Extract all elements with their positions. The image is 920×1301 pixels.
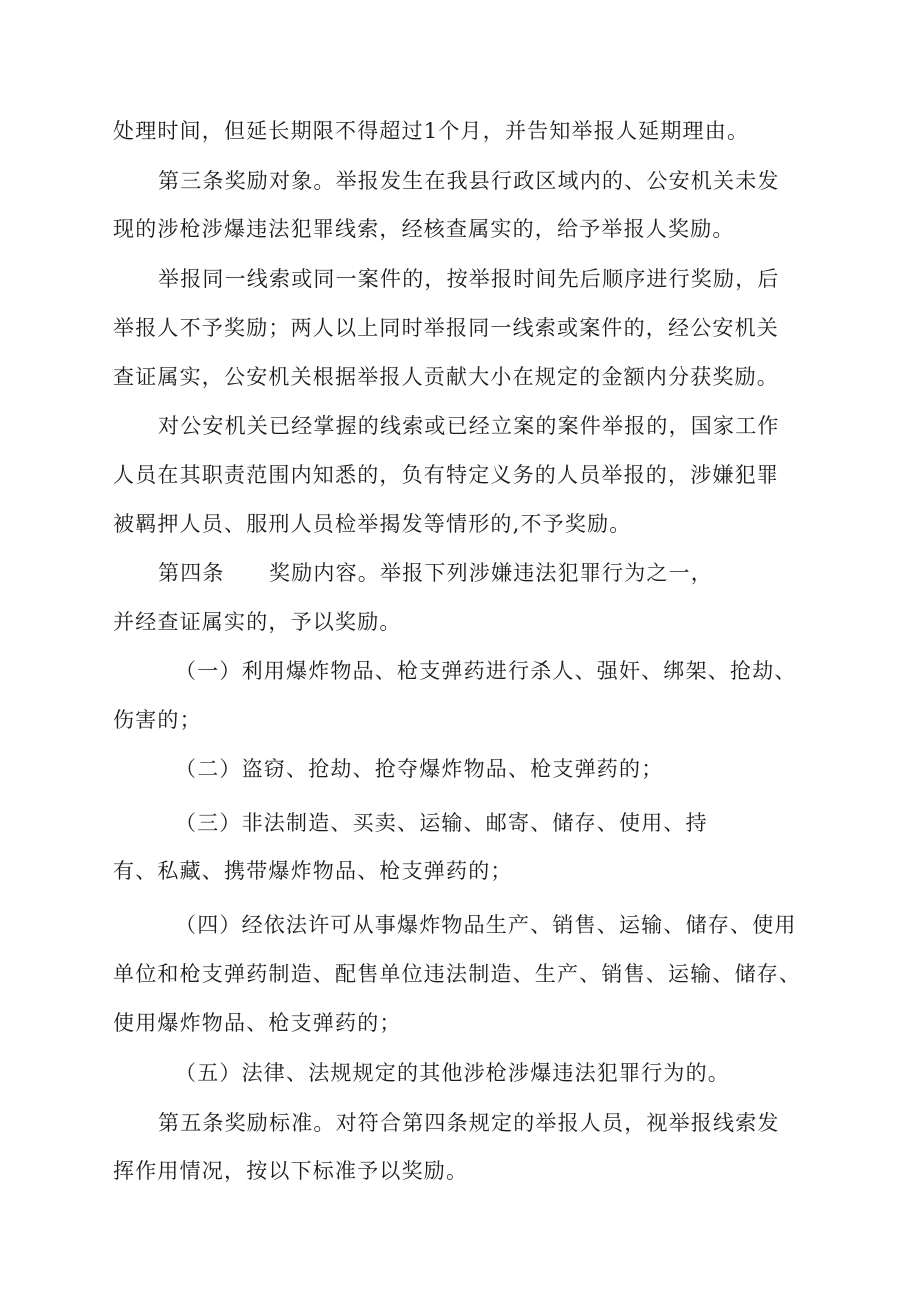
text-line-3: 现的涉枪涉爆违法犯罪线索，经核查属实的，给予举报人奖励。: [113, 217, 735, 241]
text-line-7: 对公安机关已经掌握的线索或已经立案的案件举报的，国家工作: [158, 414, 780, 438]
text-line-11: 并经查证属实的，予以奖励。: [113, 610, 402, 634]
text-line-20: （五）法律、法规规定的其他涉枪涉爆违法犯罪行为的。: [175, 1061, 730, 1085]
text-line-2: 第三条奖励对象。举报发生在我县行政区域内的、公安机关未发: [158, 169, 780, 193]
text-line-22: 挥作用情况，按以下标准予以奖励。: [113, 1159, 469, 1183]
text-line-6: 查证属实，公安机关根据举报人贡献大小在规定的金额内分获奖励。: [113, 365, 779, 389]
text-line-17: （四）经依法许可从事爆炸物品生产、销售、运输、储存、使用: [175, 913, 797, 937]
text-line-10: 第四条 奖励内容。举报下列涉嫌违法犯罪行为之一，: [158, 561, 713, 585]
text-line-5: 举报人不予奖励；两人以上同时举报同一线索或案件的，经公安机关: [113, 316, 779, 340]
text-line-13: 伤害的；: [113, 708, 202, 732]
text-line-1: 处理时间，但延长期限不得超过1个月，并告知举报人延期理由。: [113, 119, 750, 143]
text-line-19: 使用爆炸物品、枪支弹药的；: [113, 1011, 402, 1035]
text-line-9: 被羁押人员、服刑人员检举揭发等情形的,不予奖励。: [113, 512, 632, 536]
text-line-15: （三）非法制造、买卖、运输、邮寄、储存、使用、持: [175, 811, 708, 835]
text-line-16: 有、私藏、携带爆炸物品、枪支弹药的；: [113, 859, 513, 883]
text-line-18: 单位和枪支弹药制造、配售单位违法制造、生产、销售、运输、储存、: [113, 962, 802, 986]
text-line-12: （一）利用爆炸物品、枪支弹药进行杀人、强奸、绑架、抢劫、: [175, 659, 797, 683]
text-line-14: （二）盗窃、抢劫、抢夺爆炸物品、枪支弹药的；: [175, 757, 664, 781]
text-line-21: 第五条奖励标准。对符合第四条规定的举报人员，视举报线索发: [158, 1111, 780, 1135]
text-line-4: 举报同一线索或同一案件的，按举报时间先后顺序进行奖励，后: [158, 267, 780, 291]
text-line-8: 人员在其职责范围内知悉的，负有特定义务的人员举报的，涉嫌犯罪: [113, 463, 779, 487]
